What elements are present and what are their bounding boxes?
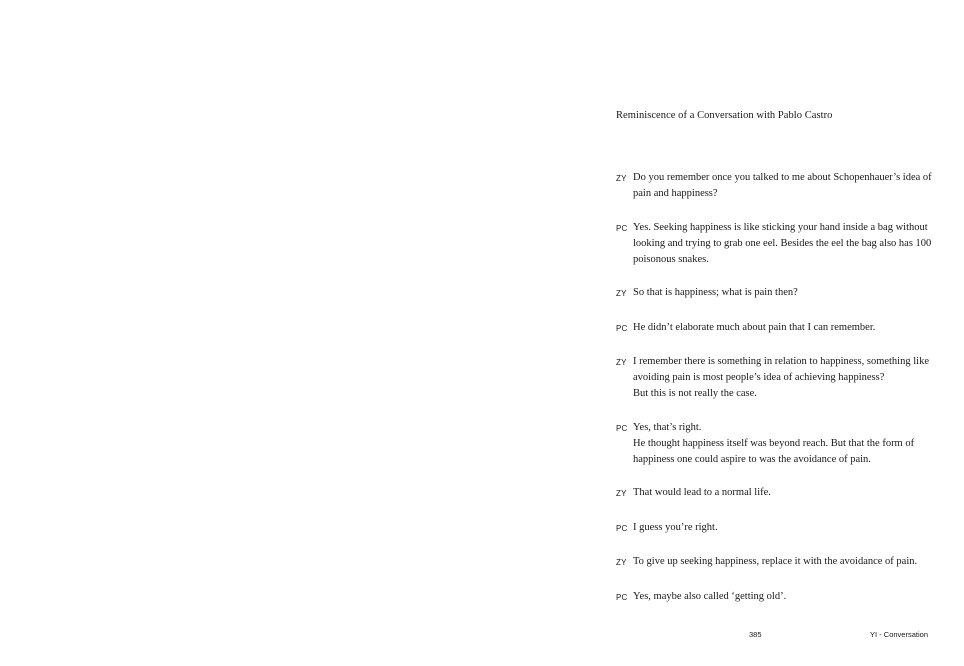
dialogue-line: Yes, maybe also called ‘getting old’. [633, 590, 787, 602]
dialogue-entry [616, 220, 936, 268]
dialogue-entry [616, 170, 936, 202]
dialogue-line: That would lead to a normal life. [633, 487, 771, 498]
dialogue-line: happiness one could aspire to was the avoidance of pain. [633, 453, 871, 465]
dialogue-line: looking and trying to grab one eel. Besides the eel the bag also has 100 [633, 237, 932, 249]
dialogue-text [633, 285, 936, 301]
dialogue-line: Yes. Seeking happiness is like sticking your hand inside a bag without [633, 221, 928, 233]
dialogue-text [633, 170, 936, 202]
dialogue-line: Yes, that’s right. [633, 421, 702, 433]
dialogue-text [633, 220, 936, 268]
dialogue-line: So that is happiness; what is pain then? [633, 287, 798, 298]
dialogue-text [633, 320, 936, 336]
speaker-initials: ZY [616, 489, 627, 498]
running-footer: YI - Conversation [870, 630, 928, 639]
dialogue-text [633, 520, 936, 536]
speaker-initials: ZY [616, 174, 627, 183]
page-number: 385 [749, 630, 762, 639]
dialogue-entry [616, 589, 936, 606]
speaker-initials: PC [616, 592, 628, 602]
dialogue-entry [616, 354, 936, 402]
dialogue-line: Do you remember once you talked to me about Schopenhauer’s idea of [633, 172, 932, 183]
dialogue-line: I remember there is something in relation to happiness, something like [633, 356, 929, 367]
speaker-initials: PC [616, 223, 628, 233]
dialogue-entry [616, 285, 936, 302]
dialogue [616, 170, 936, 623]
dialogue-line: But this is not really the case. [633, 388, 757, 399]
dialogue-line: avoiding pain is most people’s idea of achieving happiness? [633, 372, 885, 383]
speaker-initials: PC [616, 323, 628, 333]
dialogue-text [633, 554, 936, 570]
dialogue-line: To give up seeking happiness, replace it with the avoidance of pain. [633, 556, 918, 567]
dialogue-line: He didn’t elaborate much about pain that I can remember. [633, 321, 876, 333]
dialogue-line: poisonous snakes. [633, 253, 709, 265]
dialogue-entry [616, 320, 936, 337]
speaker-initials: ZY [616, 358, 627, 367]
speaker-initials: PC [616, 423, 628, 433]
dialogue-line: pain and happiness? [633, 188, 718, 199]
dialogue-entry [616, 485, 936, 502]
dialogue-text [633, 354, 936, 402]
dialogue-text [633, 589, 936, 605]
speaker-initials: ZY [616, 558, 627, 567]
dialogue-entry [616, 520, 936, 537]
dialogue-line: I guess you’re right. [633, 521, 718, 533]
speaker-initials: PC [616, 523, 628, 533]
dialogue-entry [616, 420, 936, 468]
dialogue-entry [616, 554, 936, 571]
speaker-initials: ZY [616, 289, 627, 298]
dialogue-line: He thought happiness itself was beyond reach. But that the form of [633, 437, 915, 449]
dialogue-text [633, 420, 936, 468]
page-title: Reminiscence of a Conversation with Pablo Castro [616, 110, 833, 121]
dialogue-text [633, 485, 936, 501]
